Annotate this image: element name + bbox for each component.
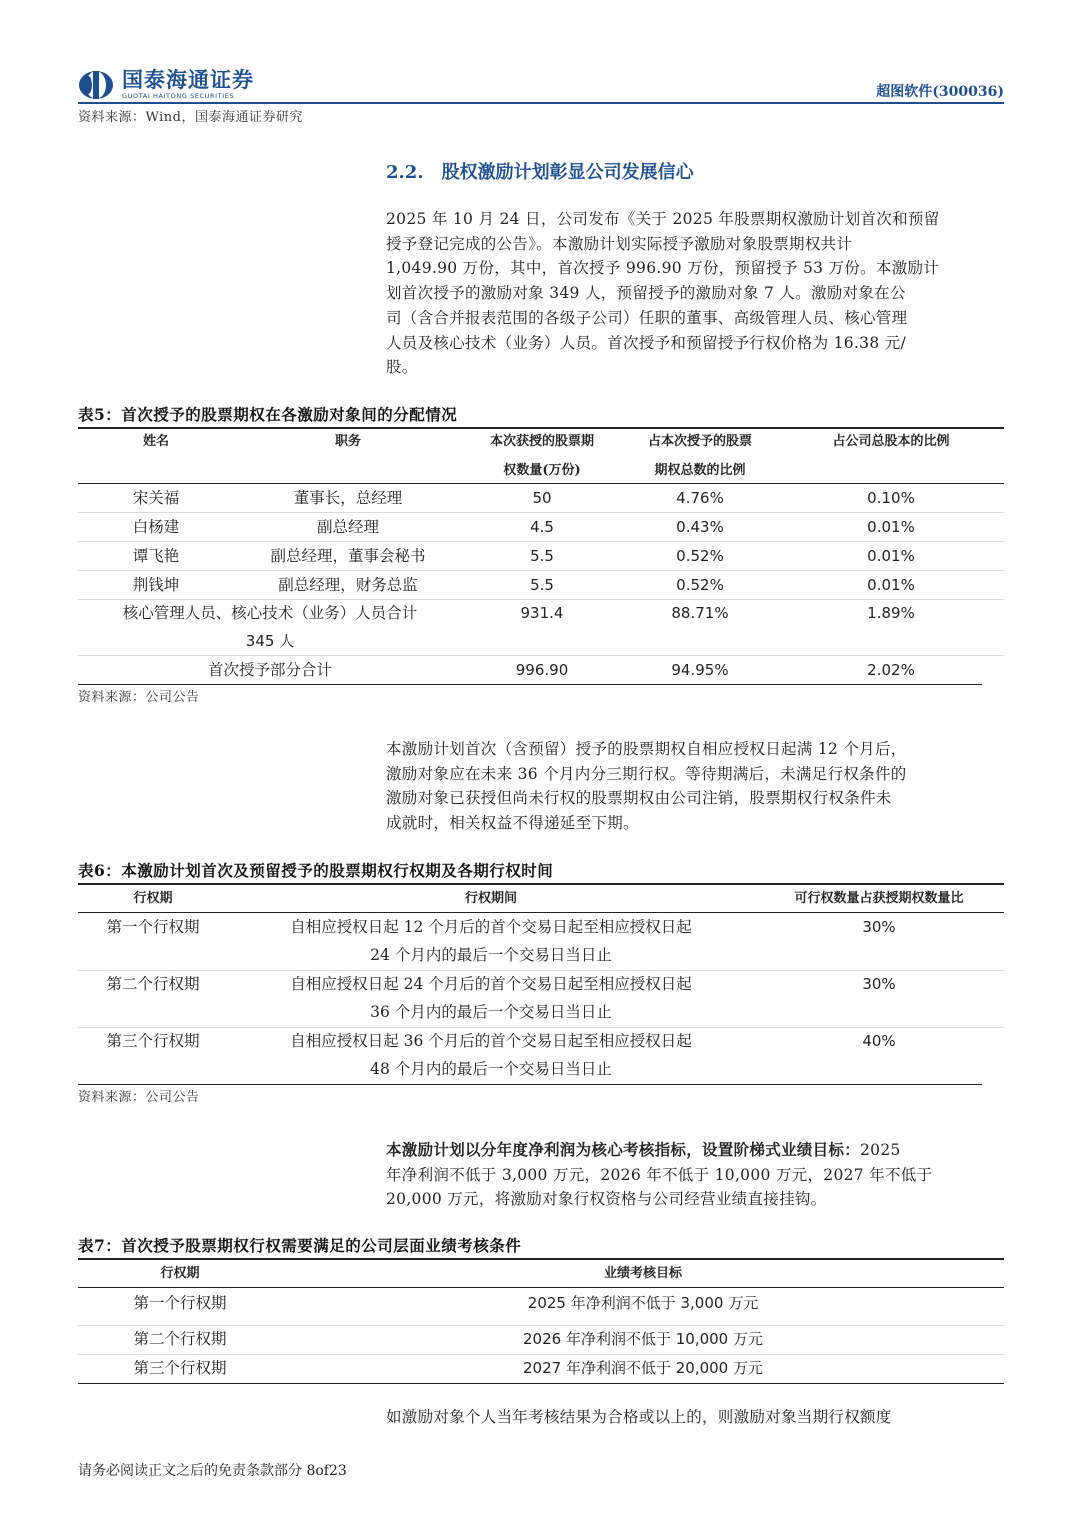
para-line: 20,000 万元，将激励对象行权资格与公司经营业绩直接挂钩。	[386, 1190, 827, 1209]
cell-qty: 5.5	[530, 547, 554, 565]
paragraph-individual-assessment: 如激励对象个人当年考核结果为合格或以上的，则激励对象当期行权额度	[386, 1408, 892, 1426]
cell-period: 第三个行权期	[106, 1032, 200, 1050]
header-divider	[78, 102, 1004, 104]
para-line: 划首次授予的激励对象 349 人，预留授予的激励对象 7 人。激励对象在公	[386, 284, 906, 303]
page-footer: 请务必阅读正文之后的免责条款部分 8of23	[78, 1463, 347, 1479]
para-line: 1,049.90 万份，其中，首次授予 996.90 万份，预留授予 53 万份。本激励计	[386, 259, 940, 278]
cell-qty: 50	[532, 489, 552, 507]
cell-pct: 94.95%	[671, 661, 729, 679]
cell-qty: 4.5	[530, 518, 554, 536]
company-ticker: 超图软件(300036)	[876, 84, 1004, 100]
cell-time-line2: 36 个月内的最后一个交易日当日止	[370, 1003, 612, 1021]
para-line: 授予登记完成的公告》。本激励计划实际授予激励对象股票期权共计	[386, 234, 853, 253]
th-time: 行权期间	[464, 891, 517, 906]
th-pct-line1: 占本次授予的股票	[647, 434, 752, 449]
logo-mark-icon	[78, 70, 114, 100]
table7-caption: 表7：首次授予股票期权行权需要满足的公司层面业绩考核条件	[78, 1236, 522, 1255]
cell-pct: 0.52%	[676, 547, 724, 565]
th-period: 行权期	[160, 1266, 200, 1281]
cell-pct: 0.43%	[676, 518, 724, 536]
cell-name: 白杨建	[132, 518, 180, 536]
cell-name: 宋关福	[132, 489, 180, 507]
th-period: 行权期	[133, 891, 173, 906]
th-qty-line1: 本次获授的股票期	[489, 434, 594, 449]
cell-pct: 88.71%	[671, 604, 729, 622]
cell-ratio: 30%	[862, 975, 896, 993]
cell-share: 1.89%	[867, 604, 915, 622]
cell-period: 第二个行权期	[106, 975, 200, 993]
cell-share: 0.10%	[867, 489, 915, 507]
para-line: 激励对象已获授但尚未行权的股票期权由公司注销，股票期权行权条件未	[386, 789, 892, 808]
cell-qty: 996.90	[515, 661, 569, 679]
th-position: 职务	[334, 434, 361, 449]
cell-share: 0.01%	[867, 547, 915, 565]
th-ratio: 可行权数量占获授期权数量比	[794, 891, 964, 906]
th-share: 占公司总股本的比例	[832, 434, 950, 449]
para-line	[386, 1138, 1004, 1163]
cell-target: 2026 年净利润不低于 10,000 万元	[523, 1330, 763, 1348]
cell-name: 荆钱坤	[132, 576, 180, 594]
cell-target: 2027 年净利润不低于 20,000 万元	[523, 1359, 763, 1377]
paragraph-grant-overview	[386, 207, 1004, 380]
para-line: 司（含合并报表范围的各级子公司）任职的董事、高级管理人员、核心管理	[386, 308, 908, 327]
cell-share: 0.01%	[867, 576, 915, 594]
para-line: 成就时，相关权益不得递延至下期。	[386, 814, 639, 833]
para-bold-lead: 本激励计划以分年度净利润为核心考核指标，设置阶梯式业绩目标：	[386, 1140, 861, 1159]
para-line: 本激励计划首次（含预留）授予的股票期权自相应授权日起满 12 个月后，	[386, 740, 907, 758]
table6-caption: 表6：本激励计划首次及预留授予的股票期权行权期及各期行权时间	[78, 861, 554, 880]
cell-share: 2.02%	[867, 661, 915, 679]
cell-position: 副总经理	[316, 518, 379, 536]
company-logo	[78, 68, 254, 102]
table7-header-rule	[78, 1287, 1004, 1288]
cell-ratio: 30%	[862, 918, 896, 936]
table7-bottom-rule	[78, 1383, 1004, 1384]
cell-period: 第二个行权期	[133, 1330, 227, 1348]
para-line: 激励对象应在未来 36 个月内分三期行权。等待期满后，未满足行权条件的	[386, 764, 907, 783]
cell-time-line1: 自相应授权日起 24 个月后的首个交易日起至相应授权日起	[290, 975, 692, 993]
table5-caption: 表5：首次授予的股票期权在各激励对象间的分配情况	[78, 405, 458, 424]
section-title: 股权激励计划彰显公司发展信心	[441, 162, 694, 183]
cell-position: 董事长，总经理	[293, 489, 403, 507]
table6-source: 资料来源：公司公告	[78, 1090, 200, 1105]
paragraph-exercise-schedule	[386, 737, 1004, 836]
th-qty-line2: 权数量(万份)	[503, 463, 581, 478]
cell-period: 第一个行权期	[133, 1294, 227, 1312]
paragraph-performance-target	[386, 1138, 1004, 1212]
cell-position: 副总经理，财务总监	[278, 576, 418, 594]
cell-core-label: 核心管理人员、核心技术（业务）人员合计	[122, 604, 418, 622]
cell-time-line2: 48 个月内的最后一个交易日当日止	[370, 1060, 612, 1078]
table5-source: 资料来源：公司公告	[78, 690, 200, 705]
cell-period: 第三个行权期	[133, 1359, 227, 1377]
cell-pct: 4.76%	[676, 489, 724, 507]
cell-time-line2: 24 个月内的最后一个交易日当日止	[370, 946, 612, 964]
cell-share: 0.01%	[867, 518, 915, 536]
cell-name: 谭飞艳	[132, 547, 180, 565]
para-line: 年净利润不低于 3,000 万元，2026 年不低于 10,000 万元，2027 年不低于	[386, 1165, 933, 1184]
cell-time-line1: 自相应授权日起 36 个月后的首个交易日起至相应授权日起	[290, 1032, 692, 1050]
cell-time-line1: 自相应授权日起 12 个月后的首个交易日起至相应授权日起	[290, 918, 692, 936]
th-name: 姓名	[142, 434, 169, 449]
para-line: 2025 年 10 月 24 日，公司发布《关于 2025 年股票期权激励计划首次和预留	[386, 210, 940, 228]
cell-ratio: 40%	[862, 1032, 896, 1050]
th-pct-line2: 期权总数的比例	[654, 463, 746, 478]
th-target: 业绩考核目标	[603, 1266, 682, 1281]
cell-target: 2025 年净利润不低于 3,000 万元	[527, 1294, 759, 1312]
section-number: 2.2.	[386, 162, 424, 183]
cell-core-count: 345 人	[245, 632, 295, 650]
cell-period: 第一个行权期	[106, 918, 200, 936]
para-line: 人员及核心技术（业务）人员。首次授予和预留授予行权价格为 16.38 元/	[386, 333, 907, 352]
cell-qty: 931.4	[520, 604, 564, 622]
logo-cn-text: 国泰海通证券	[122, 68, 254, 93]
source-note-top: 资料来源：Wind，国泰海通证券研究	[78, 110, 303, 125]
table6-bottom-rule	[78, 1084, 982, 1085]
logo-en-text: GUOTAI HAITONG SECURITIES	[122, 92, 235, 101]
table5-bottom-rule	[78, 684, 982, 685]
section-heading	[386, 158, 694, 184]
cell-total-label: 首次授予部分合计	[207, 661, 332, 679]
cell-pct: 0.52%	[676, 576, 724, 594]
para-lead-rest: 2025	[860, 1141, 901, 1159]
para-line: 股。	[386, 358, 418, 377]
cell-position: 副总经理，董事会秘书	[270, 547, 426, 565]
cell-qty: 5.5	[530, 576, 554, 594]
